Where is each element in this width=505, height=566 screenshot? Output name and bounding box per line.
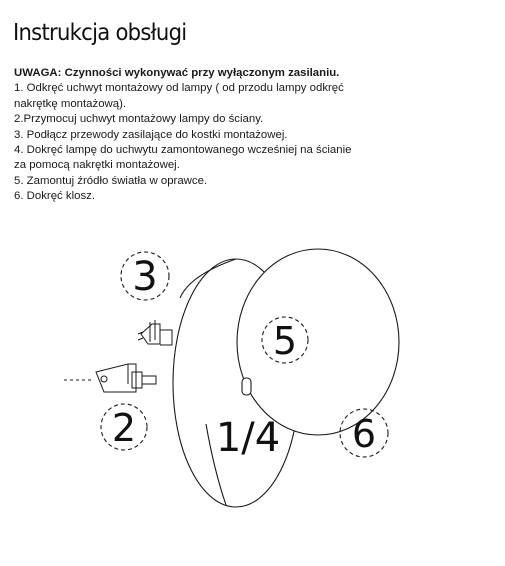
mounting-bracket [64,364,156,392]
instruction-line: 4. Dokręć lampę do uchwytu zamontowanego wcześniej na ścianie [14,144,352,157]
instruction-line: 1. Odkręć uchwyt montażowy od lampy ( od przodu lampy odkręć [14,82,344,95]
instruction-line: 6. Dokręć klosz. [14,190,96,203]
instructions-block [14,66,494,205]
instruction-line: 2.Przymocuj uchwyt montażowy lampy do ściany. [14,113,264,126]
bulb-socket [242,378,251,395]
label-shade: 6 [351,412,377,456]
label-bracket: 2 [111,406,137,450]
label-terminal-block: 3 [132,254,158,300]
assembly-diagram [0,230,505,566]
instruction-line: 5. Zamontuj źródło światła w oprawce. [14,174,208,187]
terminal-block [138,320,172,345]
instruction-line: za pomocą nakrętki montażowej. [14,159,180,172]
label-lamp-body: 1/4 [215,415,281,461]
lamp-shade [237,249,399,435]
instruction-line: 3. Podłącz przewody zasilające do kostki montażowej. [14,128,288,141]
label-bulb: 5 [272,319,298,363]
page-title: Instrukcja obsługi [13,20,187,46]
instruction-line: nakrętkę montażową). [14,97,127,110]
warning-text: UWAGA: Czynności wykonywać przy wyłączonym zasilaniu. [14,67,340,79]
